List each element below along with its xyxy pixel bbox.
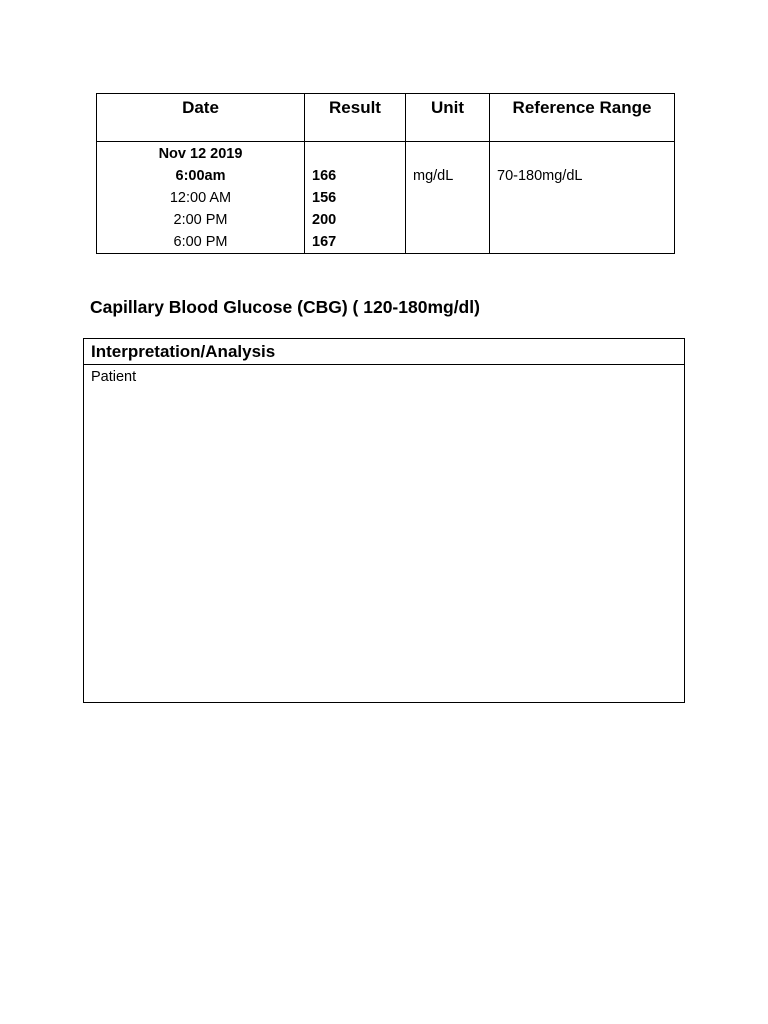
interpretation-text[interactable]: Patient (91, 369, 137, 385)
date-cell (97, 142, 305, 254)
unit-cell (406, 142, 490, 254)
reference-range-value: 70-180mg/dL (497, 168, 583, 184)
date-line: Nov 12 2019 (158, 146, 243, 162)
time-line: 12:00 AM (169, 190, 232, 206)
result-value: 166 (312, 168, 337, 184)
reference-range-cell (490, 142, 675, 254)
header-unit: Unit (406, 94, 490, 142)
time-line: 6:00 PM (173, 234, 228, 250)
result-value: 167 (312, 234, 337, 250)
result-cell (305, 142, 406, 254)
interpretation-title: Interpretation/Analysis (84, 339, 684, 365)
header-result: Result (305, 94, 406, 142)
header-reference-range: Reference Range (490, 94, 675, 142)
table-header-row (97, 94, 675, 142)
time-line: 6:00am (175, 168, 226, 184)
glucose-results-table (96, 93, 675, 254)
table-row (97, 142, 675, 254)
cbg-heading: Capillary Blood Glucose (CBG) ( 120-180mg/dl) (90, 297, 480, 317)
unit-value: mg/dL (413, 168, 454, 184)
result-value: 200 (312, 212, 337, 228)
time-line: 2:00 PM (173, 212, 228, 228)
header-date: Date (97, 94, 305, 142)
interpretation-box (83, 338, 685, 703)
result-value: 156 (312, 190, 337, 206)
